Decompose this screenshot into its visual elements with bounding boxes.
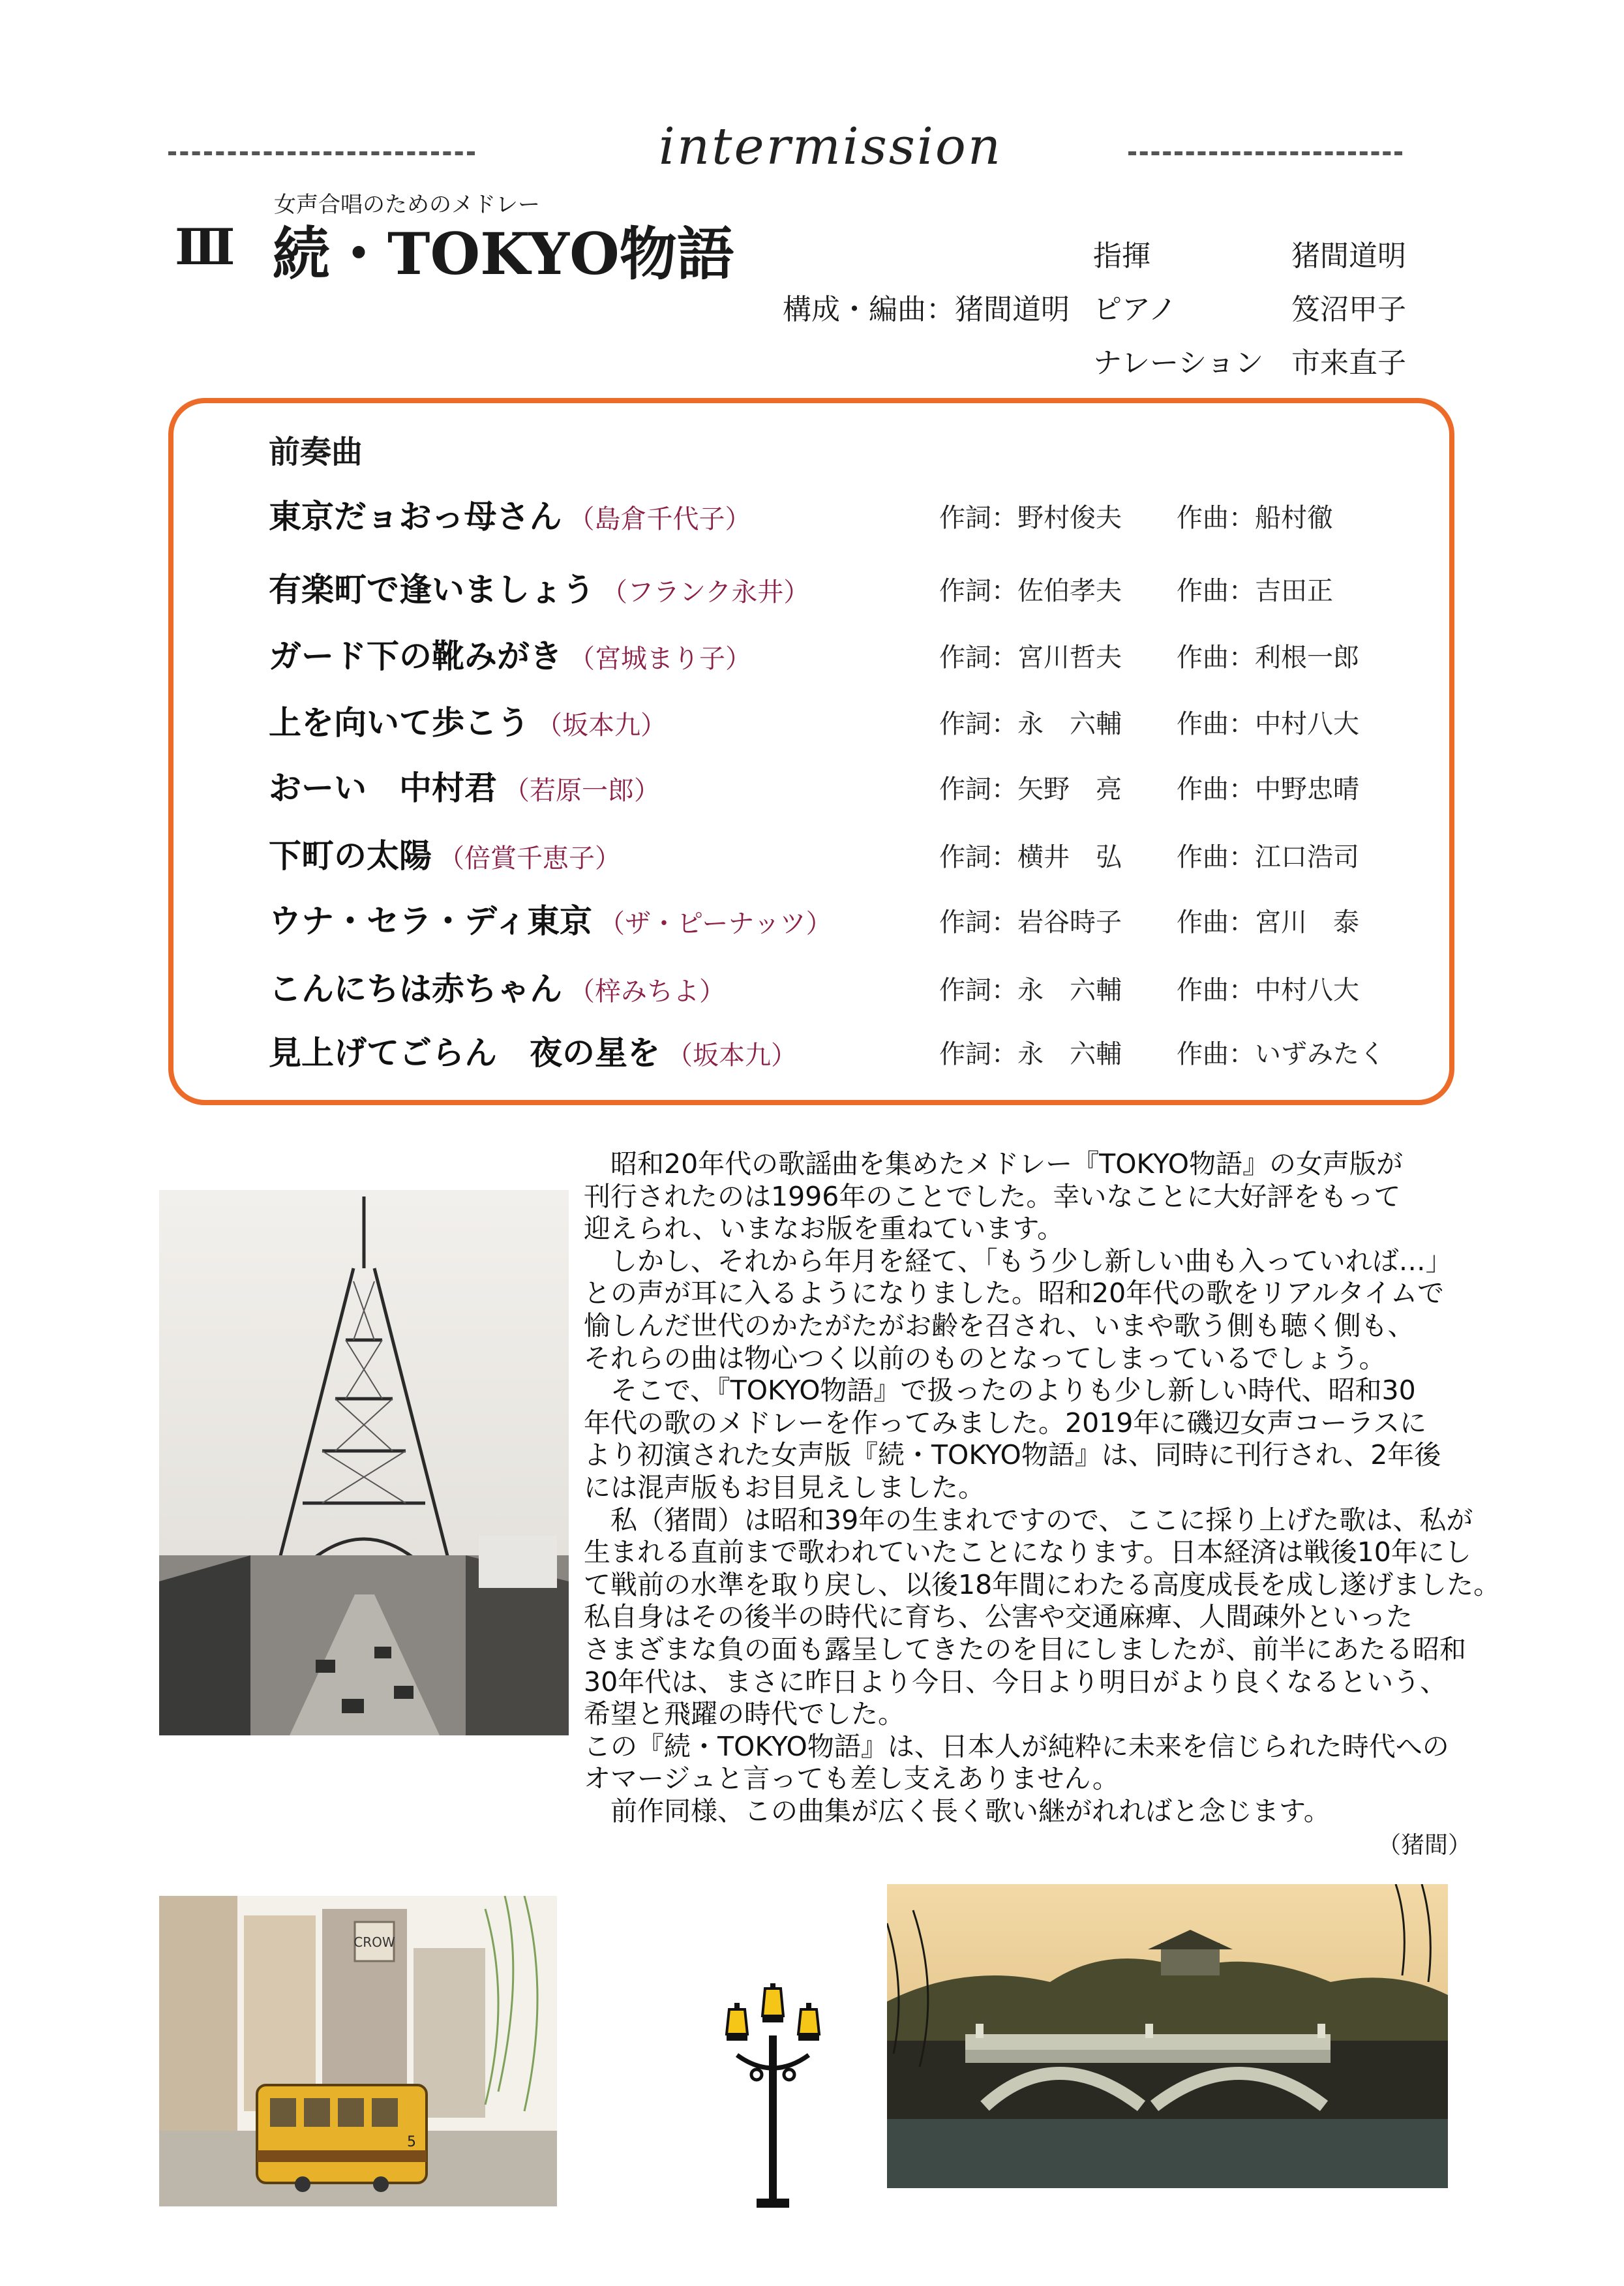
song-singer: （倍賞千恵子） xyxy=(438,844,621,874)
song-row xyxy=(269,1027,797,1074)
song-lyricist: 作詞：野村俊夫 xyxy=(939,503,1122,533)
work-subtitle: 女声合唱のためのメドレー xyxy=(274,192,540,218)
song-composer: 作曲：利根一郎 xyxy=(1177,643,1359,673)
tokyo-tower-photo xyxy=(159,1190,569,1735)
song-singer: （ザ・ピーナッツ） xyxy=(599,909,832,939)
essay-line: 昭和20年代の歌謡曲を集めたメドレー『TOKYO物語』の女声版が xyxy=(584,1148,1403,1180)
song-row xyxy=(269,697,667,744)
essay-line: て戦前の水準を取り戻し、以後18年間にわたる高度成長を成し遂げました。 xyxy=(584,1568,1501,1600)
song-singer: （島倉千代子） xyxy=(568,504,751,534)
essay-line: 愉しんだ世代のかたがたがお齢を召され、いまや歌う側も聴く側も、 xyxy=(584,1309,1415,1341)
tram-street-illustration xyxy=(159,1896,557,2206)
song-title: こんにちは赤ちゃん xyxy=(269,970,562,1008)
credit-role-piano: ピアノ xyxy=(1093,293,1177,326)
song-title: おーい 中村君 xyxy=(269,769,497,807)
song-row xyxy=(269,963,725,1010)
tram-number-text: 5 xyxy=(407,2134,416,2150)
song-row xyxy=(269,491,751,538)
essay-line: 希望と飛躍の時代でした。 xyxy=(584,1698,905,1730)
song-lyricist: 作詞：宮川哲夫 xyxy=(939,643,1122,673)
song-composer: 作曲：江口浩司 xyxy=(1177,842,1359,872)
work-title: 続・TOKYO物語 xyxy=(273,220,734,288)
song-lyricist: 作詞：岩谷時子 xyxy=(939,907,1122,937)
street-lamp-icon xyxy=(717,1983,828,2212)
song-title: 有楽町で逢いましょう xyxy=(269,571,595,609)
song-row xyxy=(269,564,809,611)
song-title: ガード下の靴みがき xyxy=(269,637,562,675)
song-lyricist: 作詞：佐伯孝夫 xyxy=(939,576,1122,606)
essay-line: 迎えられ、いまなお版を重ねています。 xyxy=(584,1213,1064,1245)
essay-line: それらの曲は物心つく以前のものとなってしまっているでしょう。 xyxy=(584,1342,1386,1374)
essay-text xyxy=(584,1148,1510,1827)
song-row xyxy=(269,830,621,877)
song-row xyxy=(269,895,832,942)
essay-line: には混声版もお目見えしました。 xyxy=(584,1471,985,1503)
header-rule-right xyxy=(1128,151,1402,155)
crow-sign-text: CROW xyxy=(353,1934,395,1950)
song-lyricist: 作詞：永 六輔 xyxy=(939,1039,1122,1069)
essay-line: オマージュと言っても差し支えありません。 xyxy=(584,1763,1119,1795)
song-row xyxy=(269,762,660,809)
essay-signature: （猪間） xyxy=(1377,1832,1472,1859)
essay-line: より初演された女声版『続・TOKYO物語』は、同時に刊行され、2年後 xyxy=(584,1439,1441,1471)
song-composer: 作曲：船村徹 xyxy=(1177,503,1333,533)
song-singer: （若原一郎） xyxy=(504,776,660,806)
essay-line: そこで、『TOKYO物語』で扱ったのよりも少し新しい時代、昭和30 xyxy=(584,1375,1416,1407)
intermission-heading: intermission xyxy=(659,117,1003,176)
song-singer: （宮城まり子） xyxy=(569,644,751,674)
essay-line: との声が耳に入るようになりました。昭和20年代の歌をリアルタイムで xyxy=(584,1277,1445,1309)
song-lyricist: 作詞：永 六輔 xyxy=(939,975,1122,1005)
work-number: Ⅲ xyxy=(175,218,235,276)
essay-line: 刊行されたのは1996年のことでした。幸いなことに大好評をもって xyxy=(584,1180,1401,1212)
song-title: 下町の太陽 xyxy=(269,837,432,875)
song-title: 見上げてごらん 夜の星を xyxy=(269,1034,660,1072)
song-composer: 作曲：中野忠晴 xyxy=(1177,774,1359,804)
essay-line: 私自身はその後半の時代に育ち、公害や交通麻痺、人間疎外といった xyxy=(584,1601,1413,1633)
credit-name-piano: 笈沼甲子 xyxy=(1291,293,1406,326)
song-lyricist: 作詞：横井 弘 xyxy=(939,842,1122,872)
nijubashi-bridge-photo xyxy=(887,1884,1448,2188)
essay-line: 生まれる直前まで歌われていたことになります。日本経済は戦後10年にし xyxy=(584,1536,1471,1568)
song-composer: 作曲：宮川 泰 xyxy=(1177,907,1359,937)
credit-role-conductor: 指揮 xyxy=(1093,239,1150,273)
song-title: 東京だョおっ母さん xyxy=(269,498,562,536)
credit-name-conductor: 猪間道明 xyxy=(1291,239,1406,273)
essay-line: 私（猪間）は昭和39年の生まれですので、ここに採り上げた歌は、私が xyxy=(584,1504,1473,1536)
credit-name-narration: 市来直子 xyxy=(1291,346,1406,380)
essay-line: しかし、それから年月を経て、「もう少し新しい曲も入っていれば…」 xyxy=(584,1245,1452,1277)
song-row xyxy=(269,630,751,677)
song-singer: （坂本九） xyxy=(536,710,667,740)
song-composer: 作曲：中村八大 xyxy=(1177,709,1359,739)
program-heading: 前奏曲 xyxy=(269,434,363,470)
song-title: ウナ・セラ・ディ東京 xyxy=(269,902,592,940)
song-singer: （坂本九） xyxy=(667,1041,797,1071)
essay-line: 前作同様、この曲集が広く長く歌い継がれればと念じます。 xyxy=(584,1795,1331,1827)
song-lyricist: 作詞：矢野 亮 xyxy=(939,774,1122,804)
song-composer: 作曲：中村八大 xyxy=(1177,975,1359,1005)
essay-line: さまざまな負の面も露呈してきたのを目にしましたが、前半にあたる昭和 xyxy=(584,1633,1466,1665)
song-composer: 作曲：いずみたく xyxy=(1177,1039,1385,1069)
essay-line: 30年代は、まさに昨日より今日、今日より明日がより良くなるという、 xyxy=(584,1666,1447,1698)
essay-line: 年代の歌のメドレーを作ってみました。2019年に磯辺女声コーラスに xyxy=(584,1407,1427,1439)
song-singer: （梓みちよ） xyxy=(569,977,725,1007)
arranger-credit: 構成・編曲：猪間道明 xyxy=(783,293,1070,326)
song-lyricist: 作詞：永 六輔 xyxy=(939,709,1122,739)
song-composer: 作曲：吉田正 xyxy=(1177,576,1333,606)
credit-role-narration: ナレーション xyxy=(1093,346,1264,380)
header-rule-left xyxy=(168,151,475,155)
essay-line: この『続・TOKYO物語』は、日本人が純粋に未来を信じられた時代への xyxy=(584,1730,1449,1762)
song-title: 上を向いて歩こう xyxy=(269,704,530,742)
song-singer: （フランク永井） xyxy=(601,577,810,607)
